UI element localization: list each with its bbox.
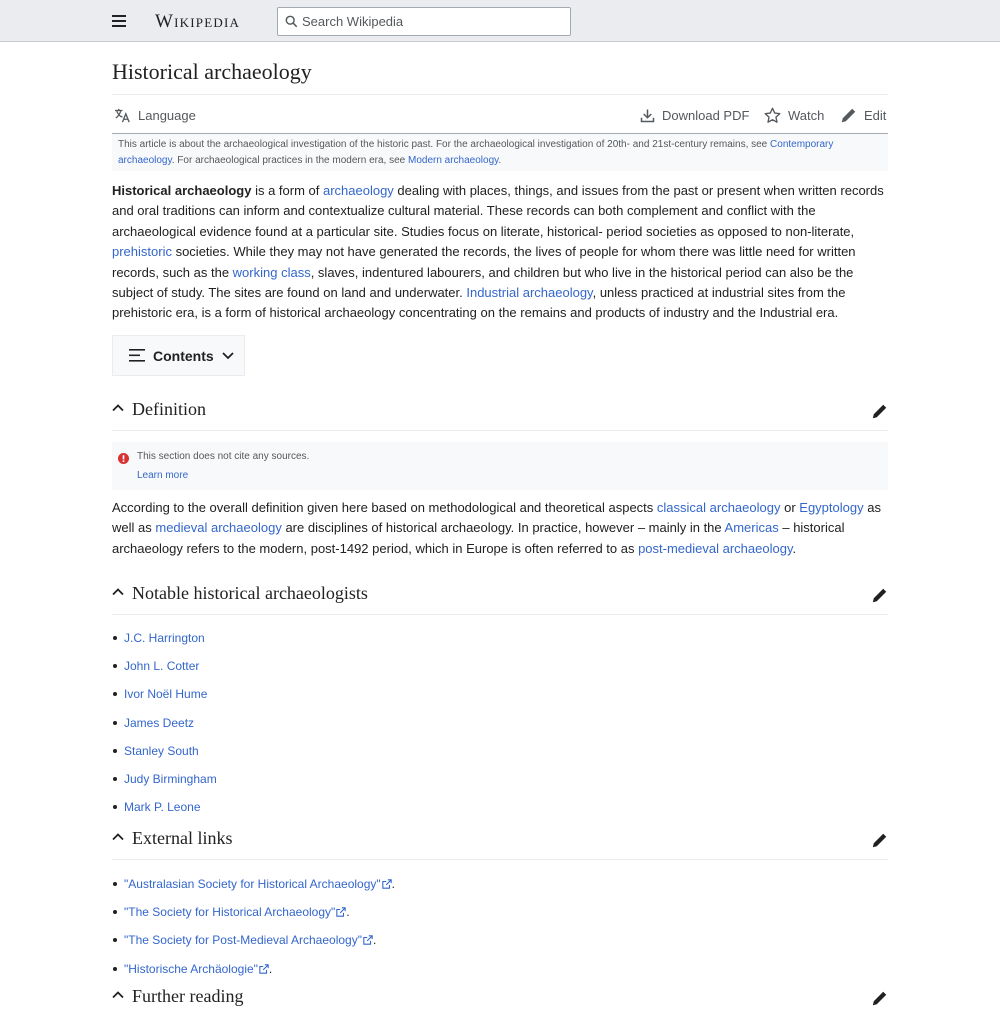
warning-icon	[118, 453, 129, 464]
wikipedia-wordmark[interactable]: Wikipedia	[155, 11, 241, 32]
site-header	[0, 0, 1000, 42]
modern-archaeology-link[interactable]: Modern archaeology	[407, 155, 499, 166]
further-reading-heading: Further reading	[132, 986, 244, 1006]
definition-paragraph	[112, 498, 888, 559]
section-definition	[112, 391, 888, 431]
hatnote	[112, 133, 888, 171]
language-label: Language	[138, 107, 196, 123]
external-link[interactable]: "The Society for Post-Medieval Archaeology"	[124, 933, 362, 948]
contents-toggle[interactable]	[112, 335, 245, 376]
chevron-down-icon	[222, 352, 234, 360]
external-link-icon	[363, 935, 373, 945]
hatnote-text: .	[498, 155, 502, 166]
star-icon	[764, 107, 781, 124]
chevron-up-icon[interactable]	[112, 403, 124, 412]
language-icon	[114, 108, 131, 123]
chevron-up-icon[interactable]	[112, 990, 124, 999]
notable-heading: Notable historical archaeologists	[132, 583, 368, 603]
list-item	[124, 630, 217, 658]
definition-text: – historical archaeology refers to the modern, post-1492 period, which in Europe is often referred to as	[112, 520, 845, 556]
archaeologist-link[interactable]: Judy Birmingham	[124, 771, 217, 786]
archaeology-link[interactable]: archaeology	[322, 183, 394, 198]
industrial-archaeology-link[interactable]: Industrial archaeology	[466, 285, 593, 301]
list-item-suffix: .	[391, 877, 395, 891]
list-item	[124, 932, 395, 960]
notable-list	[112, 630, 217, 827]
lead-bold-term: Historical archaeology	[112, 183, 252, 198]
lead-paragraph	[112, 181, 888, 324]
list-item	[124, 743, 217, 771]
search-icon	[285, 15, 298, 28]
chevron-up-icon[interactable]	[112, 832, 124, 841]
list-item	[124, 715, 217, 743]
edit-section-icon[interactable]	[872, 403, 888, 419]
definition-text: as well as	[112, 500, 881, 536]
lead-text: is a form of	[251, 183, 323, 198]
search-box[interactable]	[277, 7, 571, 36]
classical-archaeology-link[interactable]: classical archaeology	[656, 500, 781, 515]
title-divider	[112, 94, 888, 95]
external-link[interactable]: "Australasian Society for Historical Archaeology"	[124, 877, 381, 891]
unsourced-notice	[112, 442, 888, 490]
list-item-suffix: .	[268, 961, 273, 976]
download-pdf-button[interactable]	[640, 102, 749, 128]
external-link-icon	[259, 964, 269, 974]
archaeologist-link[interactable]: Mark P. Leone	[124, 800, 201, 815]
hatnote-text: . For archaeological practices in the modern era, see	[171, 155, 408, 166]
list-item	[124, 658, 217, 686]
archaeologist-link[interactable]: John L. Cotter	[124, 659, 200, 674]
section-divider	[112, 859, 888, 860]
section-divider	[112, 430, 888, 431]
edit-section-icon[interactable]	[872, 587, 888, 603]
working-class-link[interactable]: working class	[232, 264, 311, 280]
archaeologist-link[interactable]: J.C. Harrington	[124, 631, 205, 645]
list-item-suffix: .	[372, 933, 377, 948]
page-title: Historical archaeology	[112, 59, 312, 84]
hamburger-icon	[112, 15, 126, 17]
list-item	[124, 771, 217, 799]
pencil-icon	[841, 107, 857, 123]
external-link-icon	[382, 879, 392, 889]
chevron-up-icon[interactable]	[112, 587, 124, 596]
egyptology-link[interactable]: Egyptology	[799, 500, 864, 515]
definition-text: .	[792, 540, 797, 556]
page-toolbar	[112, 102, 888, 128]
list-item-suffix: .	[346, 905, 350, 920]
prehistoric-link[interactable]: prehistoric	[112, 244, 172, 260]
section-divider	[112, 614, 888, 615]
main-menu-button[interactable]	[106, 10, 132, 32]
search-input[interactable]	[300, 10, 568, 33]
section-further-reading	[112, 978, 888, 1018]
archaeologist-link[interactable]: James Deetz	[124, 715, 195, 730]
contemporary-archaeology-link[interactable]: Contemporary archaeology	[118, 139, 834, 166]
edit-section-icon[interactable]	[872, 990, 888, 1006]
section-notable	[112, 575, 888, 615]
archaeologist-link[interactable]: Stanley South	[124, 743, 199, 758]
list-item	[124, 686, 217, 714]
list-item	[124, 904, 395, 932]
external-link[interactable]: "The Society for Historical Archaeology"	[124, 905, 336, 920]
definition-text: According to the overall definition given here based on methodological and theoretical aspects	[112, 500, 657, 515]
lead-text: , slaves, indentured labourers, and children but who live in the historical period can also be the subject of study. The sites are found on land and underwater.	[112, 264, 854, 301]
section-external-links	[112, 820, 888, 860]
definition-text: or	[780, 500, 800, 515]
hamburger-icon-bar	[112, 20, 126, 22]
external-links-heading: External links	[132, 828, 233, 848]
list-icon	[129, 349, 145, 362]
external-link-icon	[336, 907, 346, 917]
americas-link[interactable]: Americas	[724, 520, 779, 536]
medieval-archaeology-link[interactable]: medieval archaeology	[155, 520, 282, 536]
watch-button[interactable]	[764, 102, 824, 128]
archaeologist-link[interactable]: Ivor Noël Hume	[124, 687, 208, 702]
notice-text: This section does not cite any sources.	[137, 451, 310, 462]
external-links-list	[112, 876, 395, 989]
watch-label: Watch	[788, 107, 825, 123]
hatnote-text: This article is about the archaeological investigation of the historic past. For the archaeological investigation of 20th- and 21st-century remains, see	[118, 139, 771, 150]
post-medieval-archaeology-link[interactable]: post-medieval archaeology	[638, 540, 793, 556]
list-item	[124, 876, 395, 904]
lead-text: societies. While they may not have generated the records, the lives of people for whom there was little need for written records, such as the	[112, 244, 856, 280]
lead-text: , unless practiced at industrial sites from the prehistoric era, is a form of historical archaeology concentrating on the remains and products of industry and the Industrial era.	[112, 285, 846, 321]
external-link[interactable]: "Historische Archäologie"	[124, 961, 258, 976]
edit-button[interactable]	[841, 102, 886, 128]
download-icon	[640, 108, 655, 123]
edit-section-icon[interactable]	[872, 832, 888, 848]
definition-heading: Definition	[132, 399, 206, 419]
lead-text: dealing with places, things, and issues from the past or present when written records and oral traditions can inform and contextualize cultural material. These records can both complement and conflict with the archaeological evidence found at a particular site. Studies focus on literate, historical- period societies as opposed to non-literate,	[112, 183, 884, 239]
learn-more-link[interactable]: Learn more	[137, 470, 189, 481]
download-pdf-label: Download PDF	[662, 107, 750, 123]
edit-label: Edit	[864, 107, 887, 123]
contents-label: Contents	[153, 347, 214, 364]
language-button[interactable]	[114, 102, 196, 128]
definition-text: are disciplines of historical archaeology. In practice, however – mainly in the	[281, 520, 725, 536]
hamburger-icon-bar	[112, 25, 126, 27]
